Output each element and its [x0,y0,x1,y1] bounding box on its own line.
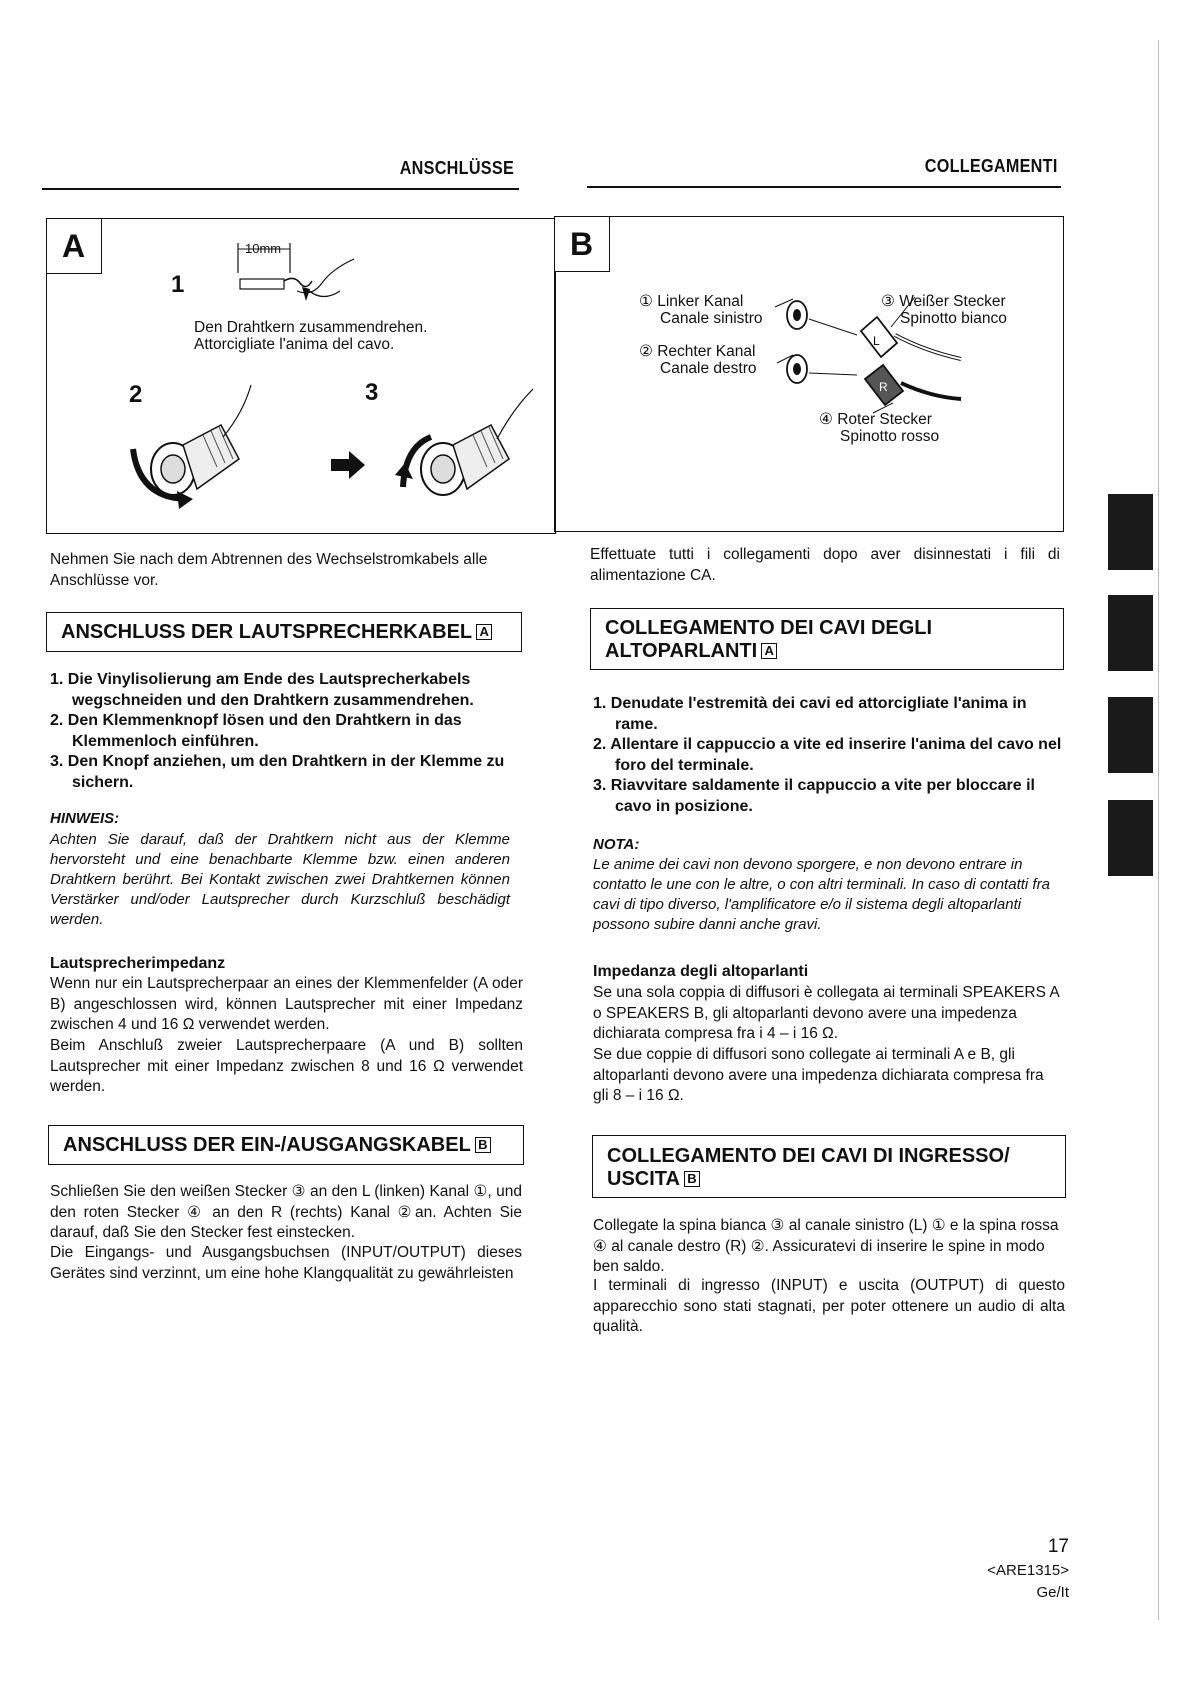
list-item: 3. Den Knopf anziehen, um den Drahtkern in der Klemme zu sichern. [50,753,505,791]
impedance-heading-de: Lautsprecherimpedanz [50,955,226,972]
label-white-plug-de: ③ Weißer Stecker [881,293,1006,310]
section-title: ANSCHLUSS DER LAUTSPRECHERKABEL [61,621,473,643]
label-right-channel-de: ② Rechter Kanal [639,343,756,360]
figure-a-caption-de: Den Drahtkern zusammendrehen. [194,319,428,336]
list-item: 1. Denudate l'estremità dei cavi ed attorcigliate l'anima in rame. [593,695,1027,733]
thumb-tab [1108,494,1153,570]
figure-b-tag: B [554,216,610,272]
note-heading-de: HINWEIS: [50,810,120,827]
list-item: 2. Allentare il cappuccio a vite ed inserire l'anima del cavo nel foro del terminale. [593,736,1062,774]
io-p1-it: Collegate la spina bianca ③ al canale sinistro (L) ① e la spina rossa ④ al canale destro (R) ②. Assicuratevi di inserire le spine in modo ben saldo. [593,1217,1059,1275]
impedance-heading-it: Impedanza degli altoparlanti [593,963,809,980]
steps-list-it [593,694,1063,817]
section-title-line1: COLLEGAMENTO DEI CAVI DI INGRESSO/ [607,1145,1010,1167]
impedance-p2-it: Se due coppie di diffusori sono collegate ai terminali A e B, gli altoparlanti devono avere una impedenza dichiarata compresa fra gli 8 – i 16 Ω. [593,1046,1044,1104]
impedance-p1-de: Wenn nur ein Lautsprecherpaar an eines der Klemmenfelder (A oder B) angeschlossen wird, können Lautsprecher mit einer Impedanz zwischen 4 und 16 Ω verwendet werden. [50,975,523,1033]
figure-a-tag: A [46,218,102,274]
label-red-plug-it: Spinotto rosso [840,428,940,445]
thumb-tab [1108,697,1153,773]
figure-ref-tag: A [476,624,492,640]
header-rule-de [42,188,519,190]
page-edge-line [1158,40,1159,1620]
figure-b [554,216,1064,532]
plug-label-l: L [873,334,880,348]
figure-a-caption-it: Attorcigliate l'anima del cavo. [194,336,395,353]
page-number: 17 [1047,1536,1069,1557]
section-title: ANSCHLUSS DER EIN-/AUSGANGSKABEL [63,1134,471,1156]
note-it: Le anime dei cavi non devono sporgere, e non devono entrare in contatto le une con le altre, o con altri terminali. In caso di contatti fra cavi di tipo diverso, l'amplificatore e/o il sistema degli altoparlanti possono subire danni anche gravi. [593,856,1050,933]
section-title-line1: COLLEGAMENTO DEI CAVI DEGLI [605,617,933,639]
thumb-tab [1108,800,1153,876]
io-p2-de: Die Eingangs- und Ausgangsbuchsen (INPUT/OUTPUT) dieses Gerätes sind verzinnt, um eine hohe Klangqualität zu gewährleisten [50,1244,522,1282]
steps-list-de [50,670,522,793]
step-2-number: 2 [129,381,143,408]
label-red-plug-de: ④ Roter Stecker [819,411,932,428]
step-3-number: 3 [365,379,379,406]
section-speaker-cables-de [46,612,522,652]
rca-plug-illustration [765,287,965,427]
section-io-cables-it [592,1135,1066,1198]
section-io-cables-de [48,1125,524,1165]
section-speaker-cables-it [590,608,1064,670]
label-left-channel-it: Canale sinistro [660,310,763,327]
io-p1-de: Schließen Sie den weißen Stecker ③ an den L (linken) Kanal ①, und den roten Stecker ④ an den R (rechts) Kanal ②an. Achten Sie darauf, daß Sie den Stecker fest einstecken. [50,1183,522,1241]
section-title-line2: ALTOPARLANTI [605,640,758,662]
strip-length-label: 10mm [245,241,282,256]
intro-it: Effettuate tutti i collegamenti dopo aver disinnestati i fili di alimentazione CA. [590,546,1060,584]
doc-code: <ARE1315> [987,1562,1069,1579]
plug-label-r: R [879,380,888,394]
list-item: 2. Den Klemmenknopf lösen und den Drahtkern in das Klemmenloch einführen. [50,712,462,750]
label-right-channel-it: Canale destro [660,360,757,377]
label-left-channel-de: ① Linker Kanal [639,293,744,310]
impedance-p1-it: Se una sola coppia di diffusori è collegata ai terminali SPEAKERS A o SPEAKERS B, gli altoparlanti devono avere una impedenza dichiarata compresa fra i 4 – i 16 Ω. [593,984,1059,1042]
header-title-de: ANSCHLÜSSE [399,158,514,178]
list-item: 3. Riavvitare saldamente il cappuccio a vite per bloccare il cavo in posizione. [593,777,1035,815]
wire-twist-illustration [182,231,382,311]
note-de: Achten Sie darauf, daß der Drahtkern nicht aus der Klemme hervorsteht und eine benachbarte Klemme bzw. einen anderen Drahtkern berührt. Bei Kontakt zwischen zwei Drahtkernen können Verstärker und/oder Lautsprecher durch Kurzschluß beschädigt werden. [50,831,510,928]
note-heading-it: NOTA: [593,836,640,853]
figure-ref-tag: B [684,1171,700,1187]
impedance-p2-de: Beim Anschluß zweier Lautsprecherpaare (A und B) sollten Lautsprecher mit einer Impedanz zwischen 8 und 16 Ω verwendet werden. [50,1037,523,1095]
figure-a [46,218,556,534]
figure-ref-tag: A [761,643,777,659]
language-code: Ge/It [1036,1584,1069,1601]
terminal-illustration [113,379,533,529]
header-title-it: COLLEGAMENTI [925,156,1058,176]
section-title-line2: USCITA [607,1168,680,1190]
list-item: 1. Die Vinylisolierung am Ende des Lautsprecherkabels wegschneiden und den Drahtkern zusammendrehen. [50,671,474,709]
io-p2-it: I terminali di ingresso (INPUT) e uscita (OUTPUT) di questo apparecchio sono stati stagnati, per poter ottenere un audio di alta qualità. [593,1277,1065,1335]
figure-ref-tag: B [475,1137,491,1153]
intro-de: Nehmen Sie nach dem Abtrennen des Wechselstromkabels alle Anschlüsse vor. [50,551,488,589]
thumb-tab [1108,595,1153,671]
label-white-plug-it: Spinotto bianco [900,310,1007,327]
header-rule-it [587,186,1061,188]
step-1-number: 1 [171,271,185,298]
